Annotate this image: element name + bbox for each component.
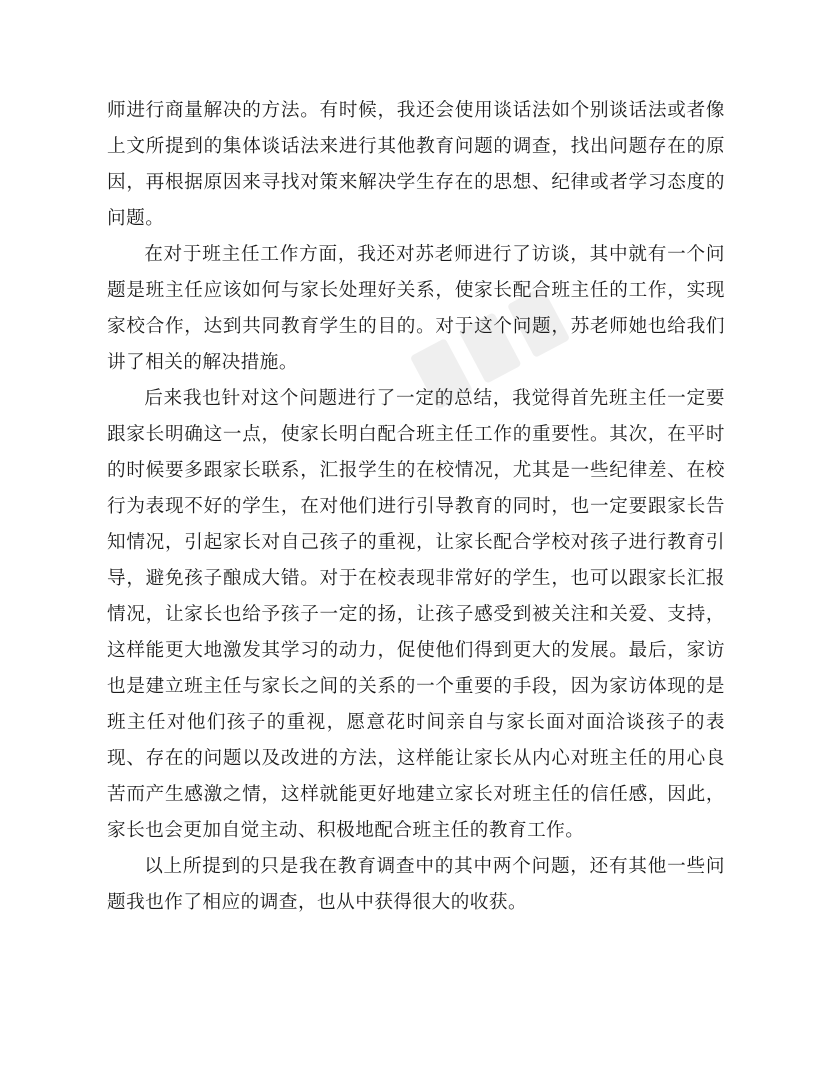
- paragraph-2: 在对于班主任工作方面，我还对苏老师进行了访谈，其中就有一个问题是班主任应该如何与家长处理好关系，使家长配合班主任的工作，实现家校合作，达到共同教育学生的目的。对于这个问题，苏老师她也给我们讲了相关的解决措施。: [107, 244, 725, 373]
- paragraph-4: 以上所提到的只是我在教育调查中的其中两个问题，还有其他一些问题我也作了相应的调查，也从中获得很大的收获。: [107, 856, 725, 913]
- document-body: [107, 93, 725, 921]
- paragraph-3: 后来我也针对这个问题进行了一定的总结，我觉得首先班主任一定要跟家长明确这一点，使家长明白配合班主任工作的重要性。其次，在平时的时候要多跟家长联系，汇报学生的在校情况，尤其是一些纪律差、在校行为表现不好的学生，在对他们进行引导教育的同时，也一定要跟家长告知情况，引起家长对自己孩子的重视，让家长配合学校对孩子进行教育引导，避免孩子酿成大错。对于在校表现非常好的学生，也可以跟家长汇报情况，让家长也给予孩子一定的扬，让孩子感受到被关注和关爱、支持，这样能更大地激发其学习的动力，促使他们得到更大的发展。最后，家访也是建立班主任与家长之间的关系的一个重要的手段，因为家访体现的是班主任对他们孩子的重视，愿意花时间亲自与家长面对面洽谈孩子的表现、存在的问题以及改进的方法，这样能让家长从内心对班主任的用心良苦而产生感激之情，这样就能更好地建立家长对班主任的信任感，因此，家长也会更加自觉主动、积极地配合班主任的教育工作。: [107, 388, 725, 841]
- paragraph-1: 师进行商量解决的方法。有时候，我还会使用谈话法如个别谈话法或者像上文所提到的集体谈话法来进行其他教育问题的调查，找出问题存在的原因，再根据原因来寻找对策来解决学生存在的思想、纪律或者学习态度的问题。: [107, 100, 725, 229]
